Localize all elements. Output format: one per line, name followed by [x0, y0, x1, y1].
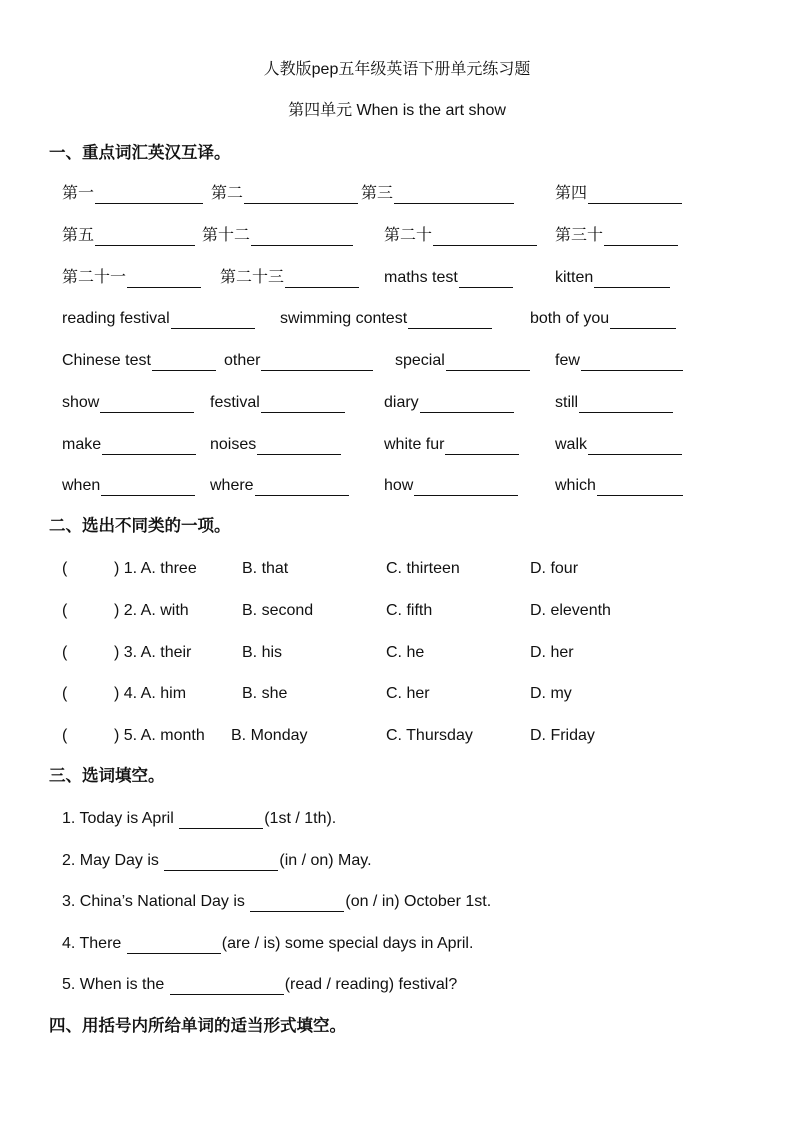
answer-blank[interactable] — [597, 479, 683, 496]
choice-b: B. that — [242, 560, 289, 577]
vocab-item — [555, 351, 683, 371]
vocab-label: festival — [210, 394, 260, 411]
sentence-text: 2. May Day is — [62, 852, 164, 869]
vocab-item — [62, 309, 255, 329]
vocab-label: other — [224, 352, 261, 369]
answer-blank[interactable] — [251, 229, 353, 246]
vocab-label: maths test — [384, 269, 458, 286]
choice-paren: ( — [62, 644, 68, 661]
answer-blank[interactable] — [581, 354, 683, 371]
answer-blank[interactable] — [257, 438, 341, 455]
choice-d: D. eleventh — [530, 602, 611, 619]
vocab-label: when — [62, 477, 101, 494]
vocab-item — [210, 476, 349, 496]
section-1-heading: 一、重点词汇英汉互译。 — [49, 143, 231, 162]
vocab-label: noises — [210, 436, 257, 453]
vocab-item — [220, 268, 359, 288]
answer-blank[interactable] — [433, 229, 537, 246]
fill-sentence — [62, 809, 336, 829]
vocab-item — [62, 435, 196, 455]
vocab-item — [361, 184, 514, 204]
answer-blank[interactable] — [101, 479, 195, 496]
answer-blank[interactable] — [588, 438, 682, 455]
unit-subtitle: 第四单元 When is the art show — [288, 102, 506, 119]
vocab-item — [62, 268, 201, 288]
vocab-item — [555, 184, 682, 204]
answer-blank[interactable] — [179, 812, 263, 829]
sentence-options: (read / reading) festival? — [284, 976, 458, 993]
fill-sentence — [62, 975, 457, 995]
vocab-item — [555, 226, 678, 246]
vocab-label: 第十二 — [202, 227, 251, 244]
sentence-options: (in / on) May. — [279, 852, 372, 869]
answer-blank[interactable] — [445, 438, 519, 455]
vocab-item — [384, 226, 537, 246]
vocab-label: walk — [555, 436, 588, 453]
choice-d: D. four — [530, 560, 579, 577]
choice-b: B. Monday — [231, 727, 308, 744]
vocab-label: special — [395, 352, 445, 369]
fill-sentence — [62, 851, 372, 871]
vocab-item — [384, 476, 518, 496]
answer-blank[interactable] — [594, 271, 670, 288]
choice-d: D. Friday — [530, 727, 595, 744]
sentence-options: (1st / 1th). — [264, 810, 337, 827]
vocab-label: reading festival — [62, 310, 170, 327]
vocab-item — [555, 435, 682, 455]
answer-blank[interactable] — [95, 229, 195, 246]
choice-d: D. my — [530, 685, 572, 702]
answer-blank[interactable] — [164, 854, 278, 871]
answer-blank[interactable] — [244, 187, 358, 204]
vocab-label: swimming contest — [280, 310, 408, 327]
section-2-heading: 二、选出不同类的一项。 — [49, 516, 231, 535]
vocab-label: white fur — [384, 436, 445, 453]
answer-blank[interactable] — [588, 187, 682, 204]
answer-blank[interactable] — [127, 271, 201, 288]
vocab-item — [384, 268, 513, 288]
answer-blank[interactable] — [102, 438, 196, 455]
vocab-label: 第二十三 — [220, 269, 285, 286]
sentence-text: 3. China’s National Day is — [62, 893, 250, 910]
vocab-item — [224, 351, 373, 371]
vocab-label: 第二十一 — [62, 269, 127, 286]
answer-blank[interactable] — [255, 479, 349, 496]
vocab-label: 第三十 — [555, 227, 604, 244]
sentence-text: 1. Today is April — [62, 810, 179, 827]
choice-b: B. second — [242, 602, 314, 619]
vocab-item — [210, 393, 345, 413]
choice-c: C. fifth — [386, 602, 433, 619]
vocab-label: show — [62, 394, 100, 411]
choice-c: C. her — [386, 685, 430, 702]
answer-blank[interactable] — [285, 271, 359, 288]
vocab-label: Chinese test — [62, 352, 151, 369]
choice-paren: ( — [62, 685, 68, 702]
fill-sentence — [62, 934, 473, 954]
answer-blank[interactable] — [127, 937, 221, 954]
vocab-item — [211, 184, 358, 204]
answer-blank[interactable] — [152, 354, 216, 371]
vocab-item — [62, 351, 216, 371]
sentence-text: 5. When is the — [62, 976, 169, 993]
vocab-label: 第二 — [211, 185, 244, 202]
vocab-label: still — [555, 394, 579, 411]
vocab-label: 第二十 — [384, 227, 433, 244]
choice-paren: ( — [62, 560, 68, 577]
vocab-label: which — [555, 477, 596, 494]
answer-blank[interactable] — [250, 895, 344, 912]
choice-b: B. she — [242, 685, 288, 702]
vocab-item — [62, 393, 194, 413]
choice-paren: ( — [62, 727, 68, 744]
answer-blank[interactable] — [171, 312, 255, 329]
vocab-item — [210, 435, 341, 455]
answer-blank[interactable] — [261, 354, 373, 371]
vocab-label: where — [210, 477, 254, 494]
choice-c: C. Thursday — [386, 727, 473, 744]
vocab-item — [384, 435, 519, 455]
vocab-label: kitten — [555, 269, 594, 286]
choice-c: C. he — [386, 644, 425, 661]
vocab-item — [62, 184, 203, 204]
answer-blank[interactable] — [446, 354, 530, 371]
answer-blank[interactable] — [394, 187, 514, 204]
answer-blank[interactable] — [610, 312, 676, 329]
sentence-options: (are / is) some special days in April. — [221, 935, 474, 952]
answer-blank[interactable] — [420, 396, 514, 413]
vocab-item — [280, 309, 492, 329]
choice-d: D. her — [530, 644, 574, 661]
answer-blank[interactable] — [579, 396, 673, 413]
answer-blank[interactable] — [261, 396, 345, 413]
vocab-label: both of you — [530, 310, 610, 327]
answer-blank[interactable] — [459, 271, 513, 288]
vocab-label: 第五 — [62, 227, 95, 244]
choice-stem: ) 2. A. with — [114, 602, 189, 619]
section-4-heading: 四、用括号内所给单词的适当形式填空。 — [49, 1016, 346, 1035]
vocab-label: how — [384, 477, 414, 494]
choice-b: B. his — [242, 644, 283, 661]
vocab-label: 第四 — [555, 185, 588, 202]
vocab-item — [384, 393, 514, 413]
answer-blank[interactable] — [604, 229, 678, 246]
vocab-item — [62, 226, 195, 246]
vocab-label: 第一 — [62, 185, 95, 202]
sentence-options: (on / in) October 1st. — [345, 893, 492, 910]
vocab-item — [555, 476, 683, 496]
section-3-heading: 三、选词填空。 — [49, 766, 165, 785]
answer-blank[interactable] — [170, 978, 284, 995]
choice-stem: ) 4. A. him — [114, 685, 187, 702]
choice-stem: ) 1. A. three — [114, 560, 197, 577]
sentence-text: 4. There — [62, 935, 126, 952]
vocab-item — [555, 393, 673, 413]
vocab-label: 第三 — [361, 185, 394, 202]
choice-stem: ) 5. A. month — [114, 727, 205, 744]
vocab-item — [202, 226, 353, 246]
vocab-label: make — [62, 436, 102, 453]
vocab-item — [62, 476, 195, 496]
answer-blank[interactable] — [95, 187, 203, 204]
vocab-label: diary — [384, 394, 419, 411]
vocab-label: few — [555, 352, 580, 369]
answer-blank[interactable] — [414, 479, 518, 496]
vocab-item — [395, 351, 530, 371]
choice-paren: ( — [62, 602, 68, 619]
choice-stem: ) 3. A. their — [114, 644, 192, 661]
page-title: 人教版pep五年级英语下册单元练习题 — [263, 61, 531, 78]
answer-blank[interactable] — [100, 396, 194, 413]
answer-blank[interactable] — [408, 312, 492, 329]
vocab-item — [555, 268, 670, 288]
fill-sentence — [62, 892, 491, 912]
vocab-item — [530, 309, 676, 329]
choice-c: C. thirteen — [386, 560, 460, 577]
